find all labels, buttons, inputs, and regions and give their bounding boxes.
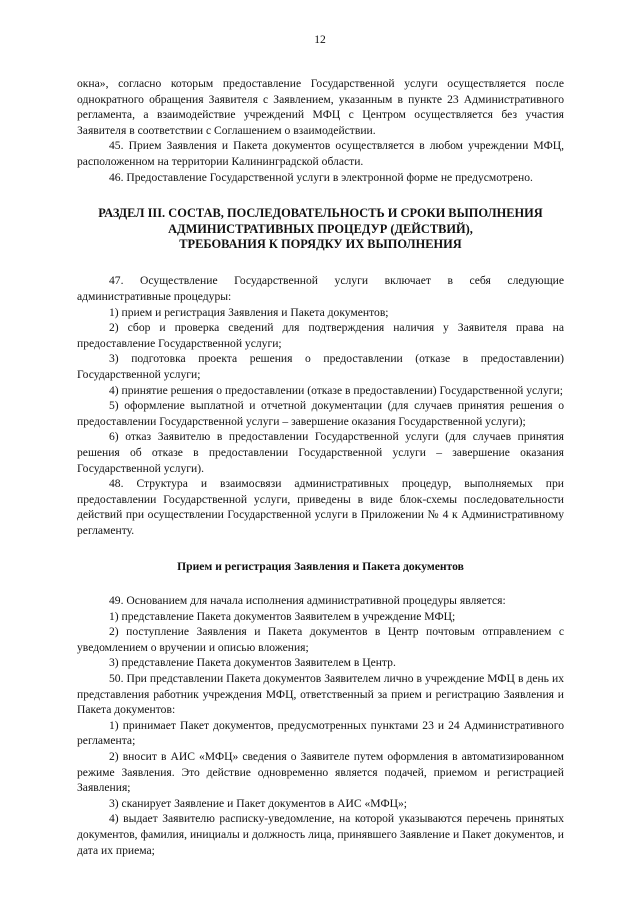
list-item: 3) сканирует Заявление и Пакет документов в АИС «МФЦ»;	[109, 796, 408, 810]
section-heading-line: АДМИНИСТРАТИВНЫХ ПРОЦЕДУР (ДЕЙСТВИЙ),	[168, 221, 473, 236]
list-item: 2) сбор и проверка сведений для подтверждения наличия у Заявителя права на предоставление Государственной услуги;	[77, 321, 564, 350]
list-item: 2) вносит в АИС «МФЦ» сведения о Заявителе путем оформления в автоматизированном режиме Заявления. Это действие одновременно является подачей, приемом и регистрацией Заявления;	[77, 750, 564, 795]
section-heading	[77, 206, 564, 252]
paragraph: 48. Структура и взаимосвязи административных процедур, выполняемых при предоставлении Государственной услуги, приведены в виде блок-схемы последовательности действий при осуществлении Государственной услуги в Приложении № 4 к Административному регламенту.	[77, 477, 564, 537]
document-body	[77, 76, 564, 858]
paragraph: 49. Основанием для начала исполнения административной процедуры является:	[109, 594, 506, 608]
paragraph: 46. Предоставление Государственной услуги в электронной форме не предусмотрено.	[109, 170, 533, 184]
subsection-heading: Прием и регистрация Заявления и Пакета документов	[177, 560, 464, 574]
list-item: 3) представление Пакета документов Заявителем в Центр.	[109, 656, 396, 670]
paragraph: 50. При представлении Пакета документов Заявителем лично в учреждение МФЦ в день их представления работник учреждения МФЦ, ответственный за прием и регистрацию Заявления и Пакета документов:	[77, 672, 564, 717]
list-item: 6) отказ Заявителю в предоставлении Государственной услуги (для случаев принятия решения об отказе в предоставлении Государственной услуги – завершение оказания Государственной услуги).	[77, 430, 564, 475]
list-item: 1) принимает Пакет документов, предусмотренных пунктами 23 и 24 Административного регламента;	[77, 718, 564, 748]
list-item: 1) прием и регистрация Заявления и Пакета документов;	[109, 305, 389, 319]
list-item: 4) выдает Заявителю расписку-уведомление, на которой указываются перечень принятых документов, фамилия, инициалы и должность лица, принявшего Заявление и Пакет документов, и дата их приема;	[77, 812, 564, 857]
list-item: 2) поступление Заявления и Пакета документов в Центр почтовым отправлением с уведомлением о вручении и описью вложения;	[77, 625, 564, 654]
page-number: 12	[314, 33, 326, 46]
paragraph: 45. Прием Заявления и Пакета документов осуществляется в любом учреждении МФЦ, расположенном на территории Калининградской области.	[77, 139, 564, 168]
list-item: 1) представление Пакета документов Заявителем в учреждение МФЦ;	[109, 609, 456, 623]
list-item: 5) оформление выплатной и отчетной документации (для случаев принятия решения о предоставлении Государственной услуги – завершение оказания Государственной услуги);	[77, 399, 564, 428]
section-heading-line: РАЗДЕЛ III. СОСТАВ, ПОСЛЕДОВАТЕЛЬНОСТЬ И СРОКИ ВЫПОЛНЕНИЯ	[98, 206, 543, 221]
paragraph: окна», согласно которым предоставление Государственной услуги осуществляется после однократного обращения Заявителя с Заявлением, указанным в пункте 23 Административного регламента, а взаимодействие учреждений МФЦ с Центром осуществляется без участия Заявителя в соответствии с Соглашением о взаимодействии.	[77, 77, 564, 137]
list-item: 4) принятие решения о предоставлении (отказе в предоставлении) Государственной услуги;	[109, 383, 563, 397]
list-item: 3) подготовка проекта решения о предоставлении (отказе в предоставлении) Государственной услуги;	[77, 352, 564, 381]
paragraph: 47. Осуществление Государственной услуги включает в себя следующие административные процедуры:	[77, 274, 564, 303]
section-heading-line: ТРЕБОВАНИЯ К ПОРЯДКУ ИХ ВЫПОЛНЕНИЯ	[179, 236, 462, 251]
